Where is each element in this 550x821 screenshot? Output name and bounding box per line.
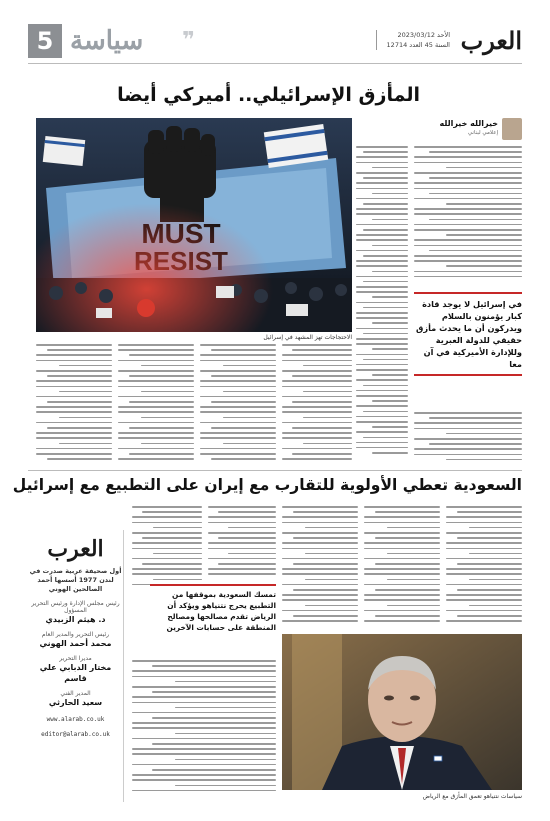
article1-column-e — [356, 146, 408, 464]
issue-info — [376, 30, 450, 50]
article1-column-right-lower — [414, 412, 522, 464]
art-director-label: المدير الفني — [60, 690, 91, 697]
section-divider — [28, 470, 522, 471]
article2-column-b — [208, 506, 276, 582]
author-box — [432, 118, 522, 140]
masthead-logo: العرب — [460, 26, 522, 55]
article1-pull-quote — [414, 288, 522, 380]
pull-quote-rule — [414, 292, 522, 294]
editors-names: مختار الدبابي علي قاسم — [39, 663, 112, 683]
deputy-name: محمد أحمد الهوني — [39, 639, 112, 648]
editors-label: مديرا التحرير — [59, 655, 92, 662]
masthead-info-box — [28, 530, 124, 802]
photo1-caption: الاحتجاجات تهز المشهد في إسرائيل — [263, 334, 352, 341]
article1-column-b — [118, 344, 194, 464]
pull-quote-text: في إسرائيل لا يوجد قادة كبار يؤمنون بالسلام ويدركون أن ما يحدث مأزق حقيقي للدولة العبرية وللإدارة الأميركية في آن معا — [416, 299, 522, 369]
author-name: خيرالله خيرالله — [439, 119, 498, 128]
page-number-badge: 5 — [28, 24, 62, 58]
portrait-graphic — [282, 634, 522, 790]
page-header — [28, 22, 522, 64]
author-title: إعلامي لبناني — [467, 130, 498, 136]
netanyahu-photo — [282, 634, 522, 790]
article1-headline: المأزق الإسرائيلي.. أميركي أيضا — [117, 84, 420, 106]
chief-label: رئيس مجلس الإدارة ورئيس التحرير المسؤول — [31, 600, 120, 614]
section-title: سياسة — [70, 26, 144, 56]
article1-column-c — [200, 344, 276, 464]
author-avatar — [502, 118, 522, 140]
article2-column-e — [446, 506, 522, 628]
article1-column-d — [282, 344, 352, 464]
protest-photo — [36, 118, 352, 332]
quote-icon: ❞ — [182, 28, 195, 53]
protest-photo-graphic — [36, 118, 352, 332]
article1-column-right — [414, 146, 522, 282]
photo2-caption: سياسات نتنياهو تعمق المأزق مع الرياض — [422, 793, 522, 800]
issue-number: السنة 45 العدد 12714 — [386, 41, 450, 49]
email-link[interactable]: editor@alarab.co.uk — [41, 731, 110, 738]
issue-date: الأحد 2023/03/12 — [397, 31, 450, 39]
chief-name: د. هيثم الزبيدي — [45, 615, 106, 624]
article2-column-d — [364, 506, 440, 628]
article2-column-a-lower — [132, 660, 276, 802]
pull-quote-rule — [414, 374, 522, 376]
infobox-logo: العرب — [47, 536, 104, 562]
article2-column-c — [282, 506, 358, 628]
article1-column-a — [36, 344, 112, 464]
website-link[interactable]: www.alarab.co.uk — [46, 716, 105, 723]
article2-pull-quote: تمسك السعودية بموقفها من التطبيع يحرج نتنياهو ويؤكد أن الرياض تقدم مصالحها ومصالح المنطقة على حسابات الآخرين — [150, 584, 276, 633]
article2-headline: السعودية تعطي الأولوية للتقارب مع إيران على التطبيع مع إسرائيل — [12, 476, 522, 494]
infobox-tagline: أول صحيفة عربية صدرت في لندن 1977 أسسها أحمد الصالحين الهوني — [29, 567, 122, 593]
art-director-name: سعيد الحارثي — [48, 698, 103, 707]
deputy-label: رئيس التحرير والمدير العام — [41, 631, 110, 638]
